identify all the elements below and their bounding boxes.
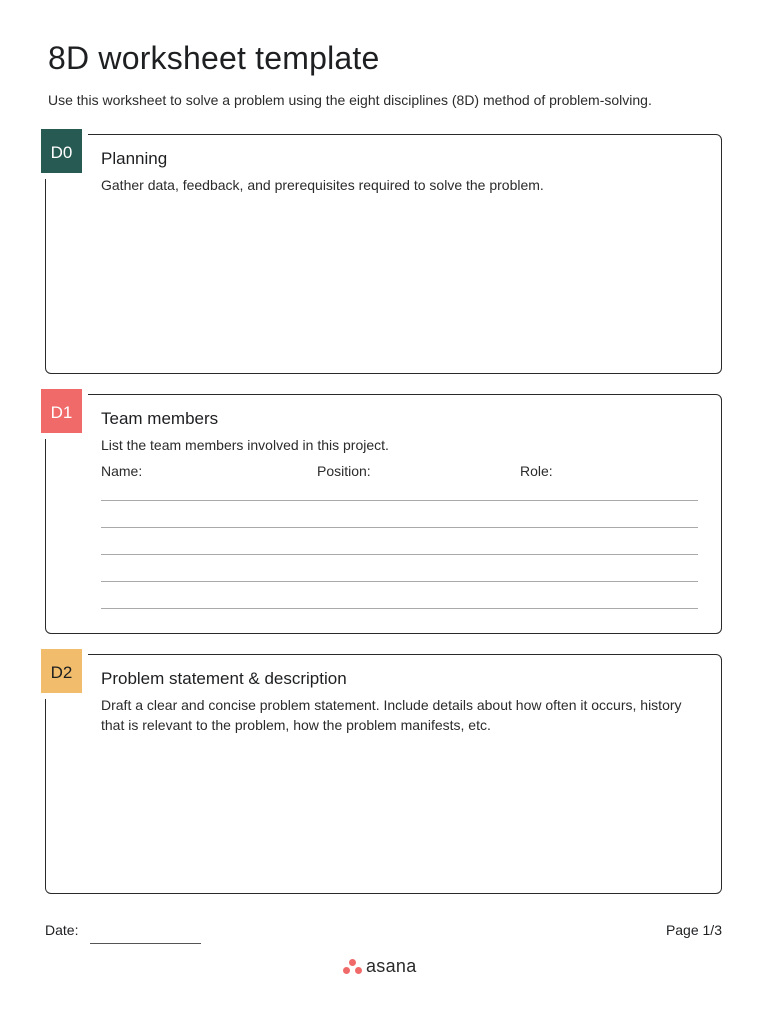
team-member-entry-line[interactable] — [101, 527, 698, 528]
section-d0-planning — [0, 129, 768, 371]
team-member-entry-line[interactable] — [101, 581, 698, 582]
section-title-planning: Planning — [101, 149, 168, 168]
column-label-position: Position: — [317, 463, 371, 479]
team-member-entry-line[interactable] — [101, 608, 698, 609]
page-subtitle: Use this worksheet to solve a problem using the eight disciplines (8D) method of problem-solving. — [48, 92, 652, 108]
problem-statement-answer-area[interactable] — [45, 654, 722, 894]
section-badge-d2: D2 — [41, 649, 88, 699]
team-members-area — [45, 394, 722, 634]
section-d1-team-members — [0, 389, 768, 631]
page-number: Page 1/3 — [665, 922, 722, 938]
logo-wordmark: asana — [366, 956, 417, 976]
section-title-problem-statement: Problem statement & description — [101, 669, 347, 688]
section-description-problem-statement: Draft a clear and concise problem statement. Include details about how often it occurs, history that is relevant to the problem, how the problem manifests, etc. — [101, 697, 682, 733]
asana-dots-icon — [343, 959, 362, 975]
section-title-team-members: Team members — [101, 409, 219, 428]
page-title: 8D worksheet template — [48, 40, 380, 76]
column-label-name: Name: — [101, 463, 143, 479]
asana-logo — [343, 956, 417, 977]
section-badge-d0: D0 — [41, 129, 88, 179]
section-description-planning: Gather data, feedback, and prerequisites required to solve the problem. — [101, 177, 544, 193]
planning-answer-area[interactable] — [45, 134, 722, 374]
section-description-team-members: List the team members involved in this project. — [101, 437, 389, 453]
team-member-entry-line[interactable] — [101, 554, 698, 555]
date-entry-line[interactable] — [90, 943, 201, 944]
section-badge-d1: D1 — [41, 389, 88, 439]
section-d2-problem-statement — [0, 649, 768, 891]
team-member-entry-line[interactable] — [101, 500, 698, 501]
date-label: Date: — [45, 922, 79, 938]
column-label-role: Role: — [520, 463, 553, 479]
